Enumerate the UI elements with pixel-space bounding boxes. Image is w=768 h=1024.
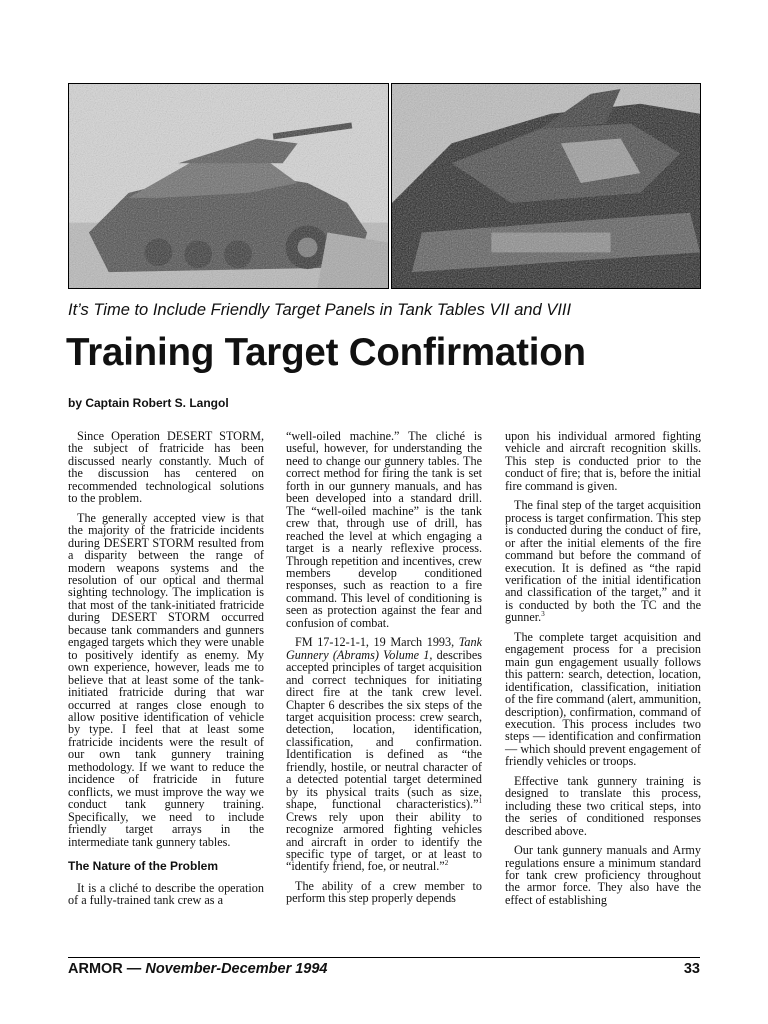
page-number: 33 [683, 961, 700, 977]
paragraph-text: Crews rely upon their ability to recognize armored fighting vehicles and aircraft in order to identify the specific type of target, or at least to “identify friend, foe, or neutral.” [286, 809, 482, 874]
article-byline: by Captain Robert S. Langol [68, 396, 229, 410]
article-title: Training Target Confirmation [66, 331, 586, 374]
paragraph: Effective tank gunnery training is designed to translate this process, including these two critical steps, into the series of conditioned responses described above. [505, 773, 701, 838]
paragraph: The ability of a crew member to perform this step properly depends [286, 878, 482, 906]
publication-title: Tank Gunnery (Abrams) Volume 1, [286, 635, 483, 662]
photo-destroyed-tank-left [68, 83, 389, 289]
paragraph: It is a cliché to describe the operation of a fully-trained tank crew as a [68, 880, 264, 908]
paragraph: The complete target acquisition and engagement process for a precision main gun engagement usually follows this pattern: search, detection, location, identification, classification, initiation of the fire command (alert, ammunition, description), confirmation, command of execution. This process includes two steps — identification and confirmation — which should prevent engagement of friendly vehicles or troops. [505, 629, 701, 769]
footnote-ref: 1 [478, 797, 482, 806]
tank-photo-left-illustration [69, 84, 388, 288]
paragraph: upon his individual armored fighting vehicle and aircraft recognition skills. This step is conducted prior to the conduct of fire; that is, before the initial fire command is given. [505, 429, 701, 493]
footnote-ref: 3 [541, 610, 545, 619]
photo-destroyed-tank-right [391, 83, 701, 289]
tank-photo-right-illustration [392, 84, 700, 288]
paragraph-fm-citation [286, 636, 482, 873]
issue-date: November-December 1994 [145, 961, 328, 977]
paragraph: Our tank gunnery manuals and Army regulations ensure a minimum standard for tank crew proficiency throughout the armor force. They also have the effect of establishing [505, 843, 701, 907]
paragraph-text: The final step of the target acquisition process is target confirmation. This step is conducted during the conduct of fire, or after the initial elements of the fire command but before the command of execution. It is defined as “the rapid verification of the initial identification and classification of the target,” and it is conducted by both the TC and the gunner. [505, 498, 701, 625]
text-column-2 [286, 430, 482, 912]
footer-rule [68, 957, 700, 958]
text-column-3 [505, 430, 701, 913]
footnote-ref: 2 [444, 859, 449, 868]
paragraph [505, 499, 701, 624]
section-heading: The Nature of the Problem [68, 858, 219, 873]
text-column-1 [68, 430, 264, 914]
magazine-name: ARMOR — [68, 961, 142, 977]
paragraph-text: describes accepted principles of target acquisition and correct techniques for initiating direct fire at the tank crew level. Chapter 6 describes the six steps of the target acquisition process: crew search, detection, location, identification, classification, and confirmation. Identification is defined as “the friendly, hostile, or neutral character of a detected potential target determined by its physical traits (such as size, shape, functional characteristics).” [286, 647, 482, 812]
paragraph: “well-oiled machine.” The cliché is useful, however, for understanding the need to change our gunnery tables. The correct method for firing the tank is set forth in our gunnery manuals, and has been developed into a standard drill. The “well-oiled machine” is the tank crew that, through use of drill, has reached the level at which engaging a target is a nearly reflexive process. Through repetition and incentives, crew members develop conditioned responses, such as reaction to a fire command. This level of conditioning is seen as protection against the fear and confusion of combat. [286, 429, 482, 630]
paragraph: The generally accepted view is that the majority of the fratricide incidents during DESERT STORM resulted from a disparity between the range of modern weapons systems and the resolution of our optical and thermal sighting technology. The implication is that most of the tank-initiated fratricide during DESERT STORM occurred because tank commanders and gunners engaged targets which they were unable to positively identify as enemy. My own experience, however, leads me to believe that at least some of the tank-initiated fratricide during that war occurred at ranges close enough to allow positive identification of vehicle by type. I feel that at least some fratricide incidents were the result of our own tank gunnery training methodology. If we want to reduce the incidence of fratricide in future conflicts, we must improve the way we conduct tank gunnery training. Specifically, we need to include friendly target arrays in the intermediate tank gunnery tables. [68, 510, 264, 849]
paragraph-text: FM 17-12-1-1, 19 March 1993, [295, 635, 455, 650]
paragraph: Since Operation DESERT STORM, the subject of fratricide has been discussed nearly constantly. Much of the discussion has centered on recommended technological solutions to the problem. [68, 429, 264, 506]
article-subtitle: It’s Time to Include Friendly Target Panels in Tank Tables VII and VIII [68, 301, 572, 319]
footer-publication [68, 961, 328, 977]
